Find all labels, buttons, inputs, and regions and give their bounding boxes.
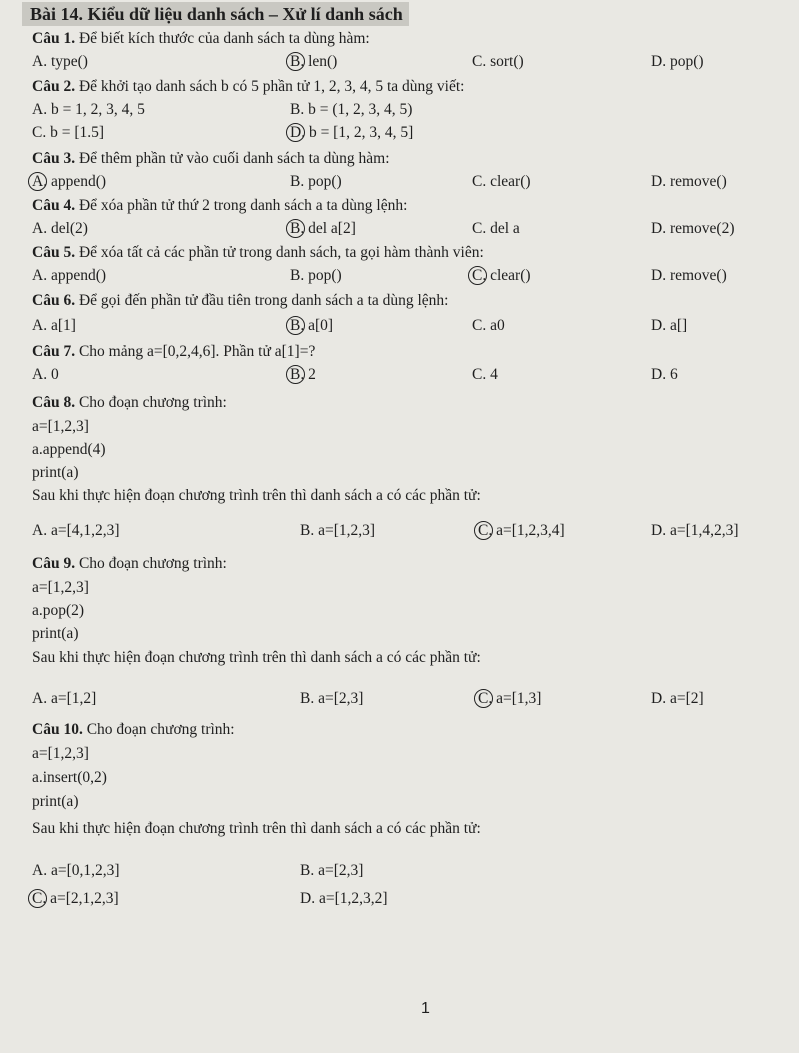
answer-mark-circle [286,316,305,335]
question-4: Câu 4. Để xóa phần tử thứ 2 trong danh sách a ta dùng lệnh: [32,197,408,214]
answer-mark-circle [474,689,493,708]
q3-option-c[interactable]: C. clear() [472,173,531,190]
q5-option-a[interactable]: A. append() [32,267,107,284]
q1-option-d[interactable]: D. pop() [651,53,704,70]
q9-code-line-2: a.pop(2) [32,602,85,619]
q2-option-c[interactable]: C. b = [1.5] [32,124,105,141]
q10-option-c[interactable]: C. a=[2,1,2,3] [32,889,119,909]
page-number: 1 [421,1000,430,1017]
q6-option-d[interactable]: D. a[] [651,317,688,334]
q2-option-a[interactable]: A. b = 1, 2, 3, 4, 5 [32,101,145,118]
question-1: Câu 1. Để biết kích thước của danh sách ta dùng hàm: [32,30,370,47]
q7-option-d[interactable]: D. 6 [651,366,678,383]
q9-option-d[interactable]: D. a=[2] [651,690,704,707]
worksheet-title: Bài 14. Kiểu dữ liệu danh sách – Xử lí danh sách [22,2,409,26]
question-6: Câu 6. Để gọi đến phần tử đầu tiên trong danh sách a ta dùng lệnh: [32,292,449,309]
answer-mark-circle [28,172,47,191]
q10-option-d[interactable]: D. a=[1,2,3,2] [300,890,388,907]
answer-mark-circle [286,219,305,238]
q7-option-c[interactable]: C. 4 [472,366,498,383]
q7-option-a[interactable]: A. 0 [32,366,59,383]
q8-option-b[interactable]: B. a=[1,2,3] [300,522,376,539]
q8-prompt: Sau khi thực hiện đoạn chương trình trên thì danh sách a có các phần tử: [32,487,481,504]
answer-mark-circle [286,365,305,384]
q1-option-c[interactable]: C. sort() [472,53,524,70]
q2-option-d[interactable]: D. b = [1, 2, 3, 4, 5] [290,123,413,143]
q5-option-c[interactable]: C. clear() [472,266,531,286]
q10-code-line-1: a=[1,2,3] [32,745,89,762]
question-8: Câu 8. Cho đoạn chương trình: [32,394,227,411]
q8-option-a[interactable]: A. a=[4,1,2,3] [32,522,120,539]
q9-code-line-3: print(a) [32,625,79,642]
q9-option-a[interactable]: A. a=[1,2] [32,690,97,707]
answer-mark-circle [468,266,487,285]
q8-code-line-1: a=[1,2,3] [32,418,89,435]
q5-option-b[interactable]: B. pop() [290,267,342,284]
q9-option-b[interactable]: B. a=[2,3] [300,690,364,707]
answer-mark-circle [286,52,305,71]
q9-option-c[interactable]: C. a=[1,3] [478,689,541,709]
q10-option-a[interactable]: A. a=[0,1,2,3] [32,862,120,879]
q6-option-a[interactable]: A. a[1] [32,317,76,334]
question-2: Câu 2. Để khởi tạo danh sách b có 5 phần tử 1, 2, 3, 4, 5 ta dùng viết: [32,78,465,95]
q8-option-d[interactable]: D. a=[1,4,2,3] [651,522,739,539]
q1-option-a[interactable]: A. type() [32,53,88,70]
question-7: Câu 7. Cho mảng a=[0,2,4,6]. Phần tử a[1]=? [32,343,316,360]
q8-option-c[interactable]: C. a=[1,2,3,4] [478,521,565,541]
q8-code-line-3: print(a) [32,464,79,481]
q3-option-b[interactable]: B. pop() [290,173,342,190]
q4-option-d[interactable]: D. remove(2) [651,220,735,237]
q2-option-b[interactable]: B. b = (1, 2, 3, 4, 5) [290,101,413,118]
q10-option-b[interactable]: B. a=[2,3] [300,862,364,879]
q5-option-d[interactable]: D. remove() [651,267,727,284]
q10-code-line-2: a.insert(0,2) [32,769,107,786]
question-9: Câu 9. Cho đoạn chương trình: [32,555,227,572]
q4-option-b[interactable]: B. del a[2] [290,219,356,239]
q3-option-a[interactable]: A. append() [32,172,106,192]
q8-code-line-2: a.append(4) [32,441,106,458]
q9-code-line-1: a=[1,2,3] [32,579,89,596]
q6-option-b[interactable]: B. a[0] [290,316,333,336]
q7-option-b[interactable]: B. 2 [290,365,316,385]
question-10: Câu 10. Cho đoạn chương trình: [32,721,235,738]
q1-option-b[interactable]: B. len() [290,52,337,72]
q9-prompt: Sau khi thực hiện đoạn chương trình trên thì danh sách a có các phần tử: [32,649,481,666]
q3-option-d[interactable]: D. remove() [651,173,727,190]
q10-prompt: Sau khi thực hiện đoạn chương trình trên thì danh sách a có các phần tử: [32,820,481,837]
q4-option-c[interactable]: C. del a [472,220,520,237]
q4-option-a[interactable]: A. del(2) [32,220,88,237]
q10-code-line-3: print(a) [32,793,79,810]
answer-mark-circle [474,521,493,540]
answer-mark-circle [286,123,305,142]
question-3: Câu 3. Để thêm phần tử vào cuối danh sách ta dùng hàm: [32,150,390,167]
answer-mark-circle [28,889,47,908]
q6-option-c[interactable]: C. a0 [472,317,505,334]
question-5: Câu 5. Để xóa tất cả các phần tử trong danh sách, ta gọi hàm thành viên: [32,244,484,261]
